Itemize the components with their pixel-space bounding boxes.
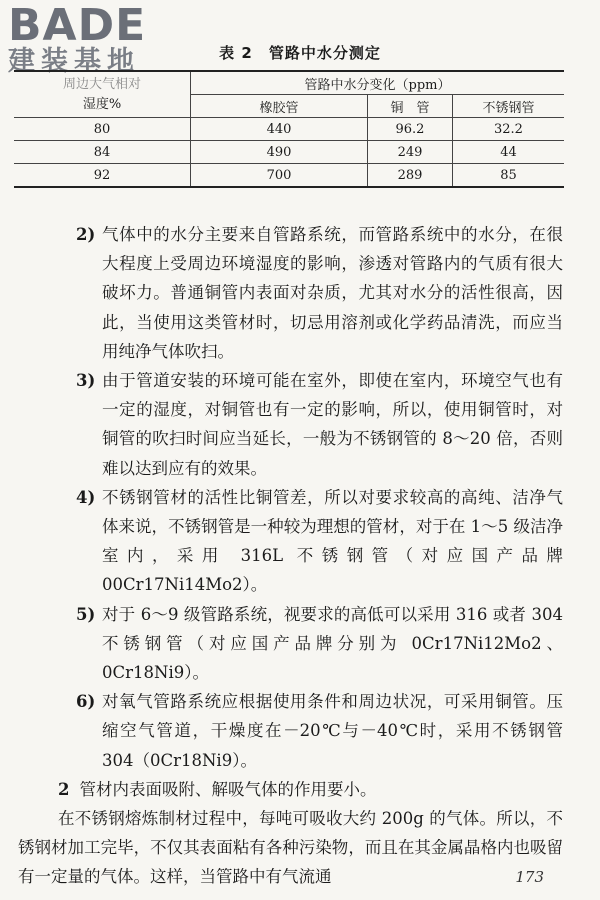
col-header-rubber: 橡胶管 xyxy=(191,95,368,118)
row-header-cell xyxy=(14,71,191,118)
table-cell: 80 xyxy=(14,118,191,141)
table-cell: 289 xyxy=(368,164,453,188)
table-header-row xyxy=(14,71,564,95)
section-heading xyxy=(18,775,563,804)
col-header-copper: 铜 管 xyxy=(368,95,453,118)
list-item xyxy=(18,687,563,775)
table-cell: 700 xyxy=(191,164,368,188)
section-number: 2 xyxy=(58,779,70,799)
item-number: 3) xyxy=(76,371,96,391)
table-row xyxy=(14,118,564,141)
table-row xyxy=(14,164,564,188)
table-cell: 44 xyxy=(452,141,564,164)
logo-text-top: BADE xyxy=(8,0,147,51)
col-header-stainless: 不锈钢管 xyxy=(452,95,564,118)
item-number: 6) xyxy=(76,692,96,712)
table-cell: 490 xyxy=(191,141,368,164)
body-paragraph: 在不锈钢熔炼制材过程中，每吨可吸收大约 200g 的气体。所以，不锈钢材加工完毕，不仅其表面粘有各种污染物，而且在其金属晶格内也吸留有一定量的气体。这样，当管路中有气流通 xyxy=(18,809,563,887)
table-cell: 249 xyxy=(368,141,453,164)
moisture-table xyxy=(14,70,564,188)
body-text xyxy=(18,220,563,892)
list-item xyxy=(18,600,563,688)
logo-text-bottom: 建装基地 xyxy=(8,46,140,77)
list-item xyxy=(18,483,563,600)
table-cell: 96.2 xyxy=(368,118,453,141)
table-cell: 92 xyxy=(14,164,191,188)
item-number: 2) xyxy=(76,225,96,244)
item-text: 对于 6～9 级管路系统，视要求的高低可以采用 316 或者 304 不锈钢管（对应国产品牌分别为 0Cr17Ni12Mo2、0Cr18Ni9）。 xyxy=(102,604,563,683)
row-header-line-1: 周边大气相对 xyxy=(62,76,141,92)
row-header-line-2: 湿度% xyxy=(82,96,122,112)
group-header: 管路中水分变化（ppm） xyxy=(191,71,565,95)
watermark-logo xyxy=(8,0,178,77)
item-text: 由于管道安装的环境可能在室外，即使在室内，环境空气也有一定的湿度，对铜管也有一定的影响，所以，使用铜管时，对铜管的吹扫时间应当延长，一般为不锈钢管的 8～20 倍，否则难以达到应有的效果。 xyxy=(102,371,563,478)
item-number: 4) xyxy=(76,487,96,507)
table-cell: 440 xyxy=(191,118,368,141)
item-text: 对氧气管路系统应根据使用条件和周边状况，可采用铜管。压缩空气管道，干燥度在－20℃与－40℃时，采用不锈钢管 304（0Cr18Ni9）。 xyxy=(102,692,563,770)
item-text: 气体中的水分主要来自管路系统，而管路系统中的水分，在很大程度上受周边环境湿度的影响，渗透对管路内的气质有很大破坏力。普通铜管内表面对杂质，尤其对水分的活性很高，因此，当使用这类管材时，切忌用溶剂或化学药品清洗，而应当用纯净气体吹扫。 xyxy=(102,225,563,361)
item-text: 不锈钢管材的活性比铜管差，所以对要求较高的高纯、洁净气体来说，不锈钢管是一种较为理想的管材，对于在 1～5 级洁净室内，采用 316L 不锈钢管（对应国产品牌 00Cr17Ni14Mo2）。 xyxy=(102,487,563,595)
item-number: 5) xyxy=(76,604,96,624)
table-row xyxy=(14,141,564,164)
list-item xyxy=(18,366,563,483)
page-number: 173 xyxy=(515,868,544,886)
table-cell: 84 xyxy=(14,141,191,164)
list-item xyxy=(18,220,563,366)
table-cell: 85 xyxy=(452,164,564,188)
table-title: 表 2 管路中水分测定 xyxy=(219,44,381,62)
section-title: 管材内表面吸附、解吸气体的作用要小。 xyxy=(79,779,377,799)
table-cell: 32.2 xyxy=(452,118,564,141)
